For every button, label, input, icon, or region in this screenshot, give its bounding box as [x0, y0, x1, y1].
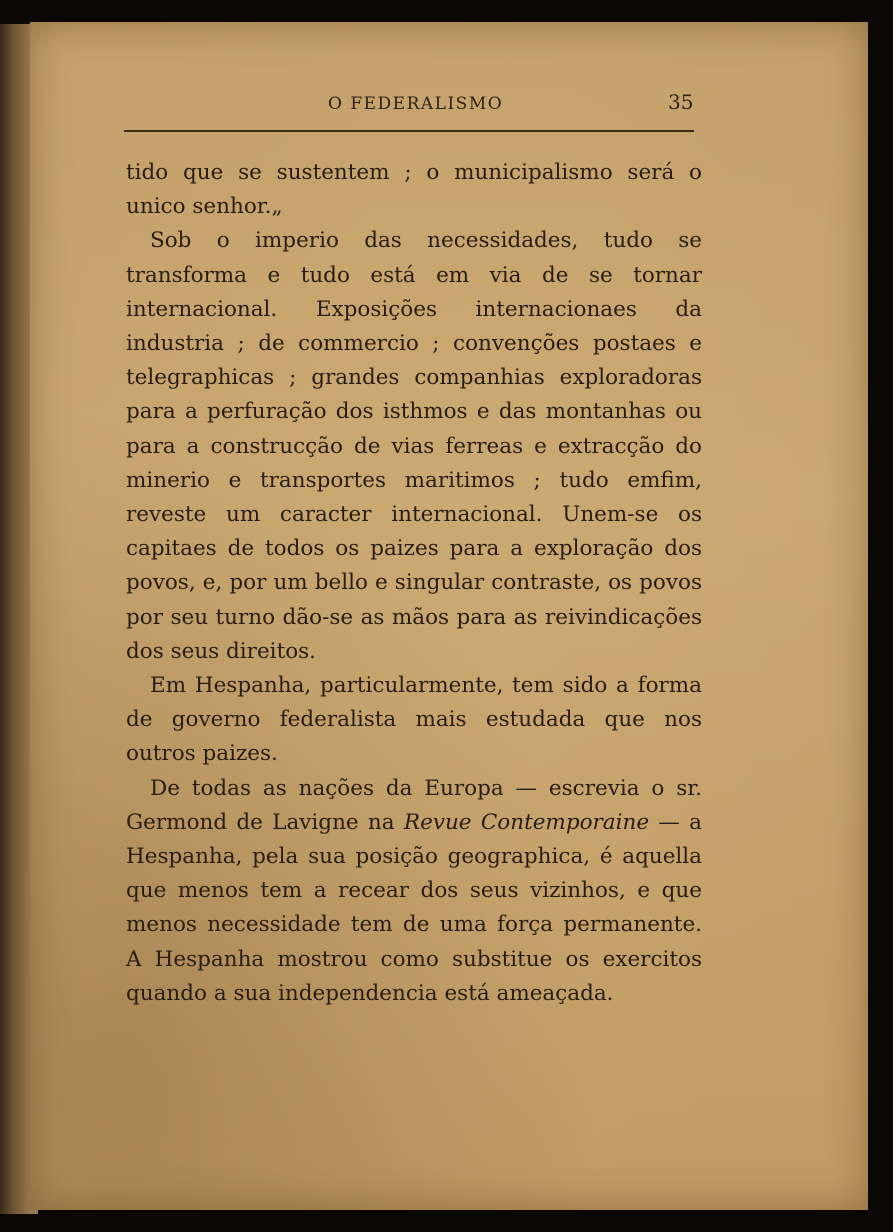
- running-title: O FEDERALISMO: [328, 94, 504, 114]
- paragraph-4-text-start: De todas as nações da Europa — escrevia o sr. Germond de Lavigne na: [126, 775, 702, 835]
- paragraph-2: Sob o imperio das necessidades, tudo se transforma e tudo está em via de se tornar internacional. Exposições internacionaes da industria ; de commercio ; convenções postaes e telegraphicas ; grandes companhias exploradoras para a perfuração dos isthmos e das montanhas ou para a construcção de vias ferreas e extracção do minerio e transportes maritimos ; tudo emfim, reveste um caracter internacional. Unem-se os capitaes de todos os paizes para a exploração dos povos, e, por um bello e singular contraste, os povos por seu turno dão-se as mãos para as reivindicações dos seus direitos.: [126, 228, 702, 664]
- page-number: 35: [668, 90, 694, 114]
- paragraph-4: [126, 772, 702, 1011]
- book-page: [30, 22, 868, 1210]
- paragraph-4-text-end: — a Hespanha, pela sua posição geographica, é aquella que menos tem a recear dos seus vizinhos, e que menos necessidade tem de uma força permanente. A Hespanha mostrou como substitue os exercitos quando a sua independencia está ameaçada.: [126, 809, 702, 1006]
- paragraph-1: tido que se sustentem ; o municipalismo será o unico senhor.„: [126, 160, 702, 220]
- body-text: [126, 156, 702, 1011]
- header-rule: [124, 130, 694, 132]
- paragraph-3: Em Hespanha, particularmente, tem sido a forma de governo federalista mais estudada que nos outros paizes.: [126, 673, 702, 767]
- journal-title: Revue Contemporaine: [403, 809, 650, 835]
